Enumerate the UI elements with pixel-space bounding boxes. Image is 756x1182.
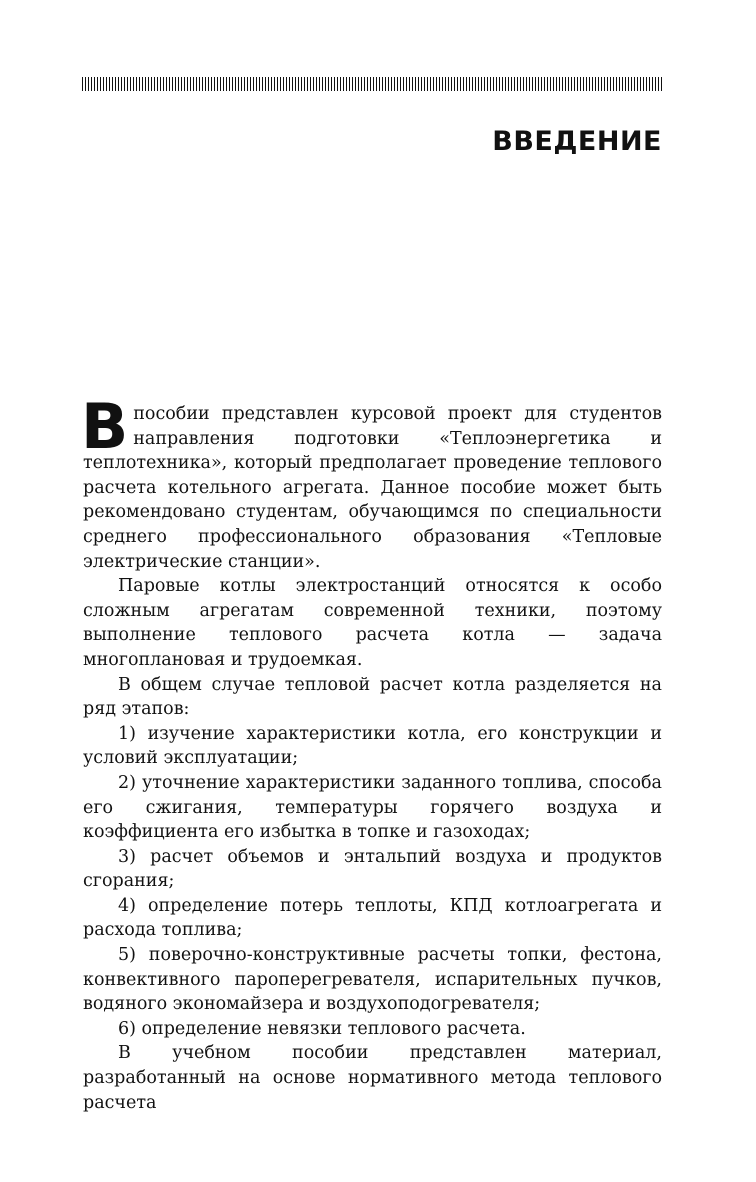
paragraph-textbook: В учебном пособии представлен материал, разработанный на основе нормативного метода теплового расчета — [83, 1043, 662, 1113]
list-item-stage-6: 6) определение невязки теплового расчета. — [118, 1018, 526, 1039]
paragraph-intro — [81, 390, 662, 574]
decorative-header-rule — [82, 77, 662, 91]
body-text — [81, 390, 662, 1115]
list-item-stage-5: 5) поверочно-конструктивные расчеты топки, фестона, конвективного пароперегревателя, испарительных пучков, водяного экономайзера и воздухоподогревателя; — [83, 945, 662, 1015]
list-item-stage-1: 1) изучение характеристики котла, его конструкции и условий эксплуатации; — [83, 723, 662, 769]
paragraph-intro-text: пособии представлен курсовой проект для студентов направления подготовки «Теплоэнергетика и теплотехника», который предполагает проведение теплового расчета котельного агрегата. Данное пособие может быть рекомендовано студентам, обучающимся по специальности среднего профессионального образования «Тепловые электрические станции». — [83, 404, 662, 572]
chapter-title: ВВЕДЕНИЕ — [492, 126, 662, 157]
paragraph-steam-boilers: Паровые котлы электростанций относятся к особо сложным агрегатам современной техники, поэтому выполнение теплового расчета котла — задача многоплановая и трудоемкая. — [83, 576, 662, 670]
list-item-stage-3: 3) расчет объемов и энтальпий воздуха и продуктов сгорания; — [83, 846, 662, 892]
paragraph-stages-intro: В общем случае тепловой расчет котла разделяется на ряд этапов: — [83, 674, 662, 720]
list-item-stage-4: 4) определение потерь теплоты, КПД котлоагрегата и расхода топлива; — [83, 895, 662, 941]
list-item-stage-2: 2) уточнение характеристики заданного топлива, способа его сжигания, температуры горячего воздуха и коэффициента его избытка в топке и газоходах; — [83, 772, 662, 843]
drop-cap-letter: В — [81, 390, 129, 463]
